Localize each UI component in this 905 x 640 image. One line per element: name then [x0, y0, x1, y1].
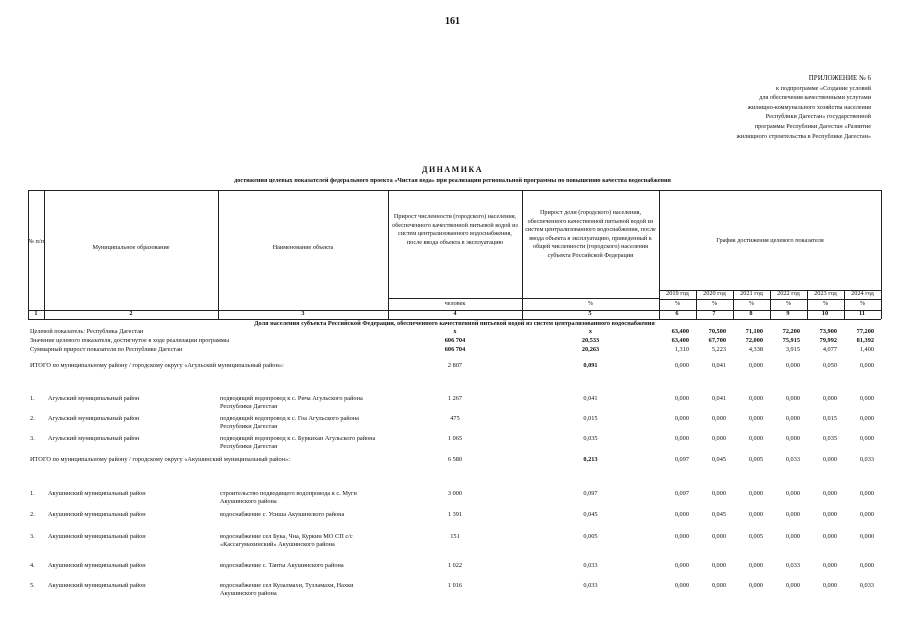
year-value-cell: 0,000 — [822, 562, 837, 569]
year-value-cell: 0,000 — [785, 533, 800, 540]
row-number: 2. — [30, 415, 35, 422]
year-value-cell: 0,000 — [748, 415, 763, 422]
year-value-cell: 0,000 — [674, 511, 689, 518]
year-value-cell: 0,000 — [859, 362, 874, 369]
row-share: 0,097 — [583, 490, 598, 497]
appendix-line: Республики Дагестан» государственной — [765, 113, 871, 121]
year-value-cell: 0,000 — [785, 490, 800, 497]
summary-people: 606 704 — [444, 346, 466, 353]
year-value-cell: 0,000 — [859, 511, 874, 518]
group-total-share: 0,213 — [583, 456, 598, 463]
appendix-title: ПРИЛОЖЕНИЕ № 6 — [808, 74, 871, 82]
appendix-block — [681, 74, 871, 141]
row-share: 0,033 — [583, 582, 598, 589]
appendix-line: к подпрограмме «Создание условий — [776, 84, 871, 92]
row-people: 1 022 — [447, 562, 463, 569]
year-value-cell: 0,000 — [674, 395, 689, 402]
year-value-cell: 0,000 — [748, 362, 763, 369]
year-unit: % — [748, 300, 755, 307]
year-value-cell: 72,000 — [745, 337, 763, 344]
row-number: 1. — [30, 395, 35, 402]
year-value-cell: 0,005 — [748, 533, 763, 540]
summary-label: Суммарный прирост показателя по Республике Дагестан — [30, 346, 183, 353]
table-unit-rule — [522, 298, 659, 299]
year-value-cell: 0,000 — [711, 582, 726, 589]
year-value-cell: 0,045 — [711, 456, 726, 463]
column-number: 8 — [749, 310, 753, 317]
year-value-cell: 70,500 — [708, 328, 726, 335]
year-value-cell: 0,000 — [711, 415, 726, 422]
year-value-cell: 75,915 — [782, 337, 800, 344]
appendix-line: жилищно-коммунального хозяйства населения — [747, 103, 871, 111]
row-number: 2. — [30, 511, 35, 518]
year-value-cell: 4,338 — [748, 346, 763, 353]
group-total-people: 6 580 — [447, 456, 463, 463]
row-number: 4. — [30, 562, 35, 569]
header-growth-share: Прирост доли (городского) населения, обеспеченного качественной питьевой водой из систем централизованного водоснабжения, после ввода объекта в эксплуатацию, приведенный к общей численности (городского) населения субъекта Российской Федерации — [525, 209, 656, 259]
year-unit: % — [711, 300, 718, 307]
row-municipality: Акушинский муниципальный район — [48, 511, 146, 518]
row-people: 1 391 — [447, 511, 463, 518]
column-number: 9 — [786, 310, 790, 317]
table-border-top — [28, 190, 881, 191]
year-value-cell: 0,000 — [748, 395, 763, 402]
row-share: 0,035 — [583, 435, 598, 442]
row-object-name: подводящий водопровод к с. Буркихан Агульского района Республики Дагестан — [220, 435, 376, 451]
year-unit: % — [859, 300, 866, 307]
summary-share: 20,263 — [581, 346, 600, 353]
year-value-cell: 0,000 — [711, 562, 726, 569]
summary-label: Целевой показатель: Республика Дагестан — [30, 328, 144, 335]
row-municipality: Агульский муниципальный район — [48, 415, 140, 422]
row-object-name: подводящий водопровод к с. Рича Агульского района Республики Дагестан — [220, 395, 363, 411]
year-header: 2024 год — [851, 290, 874, 297]
year-value-cell: 0,097 — [674, 456, 689, 463]
row-share: 0,015 — [583, 415, 598, 422]
year-value-cell: 0,000 — [822, 490, 837, 497]
year-header: 2021 год — [740, 290, 763, 297]
group-total-share: 0,091 — [583, 362, 598, 369]
year-unit: % — [822, 300, 829, 307]
year-value-cell: 77,200 — [856, 328, 874, 335]
year-value-cell: 67,700 — [708, 337, 726, 344]
row-people: 1 016 — [447, 582, 463, 589]
row-object-name: водоснабжение сел Кулалмахи, Тузламахи, Нахки Акушинского района — [220, 582, 354, 598]
table-col-divider — [44, 190, 45, 319]
summary-label: Значение целевого показателя, достигнутое в ходе реализации программы — [30, 337, 230, 344]
year-value-cell: 0,015 — [822, 415, 837, 422]
header-unit-people: человек — [444, 300, 466, 307]
row-people: 151 — [450, 533, 460, 540]
year-value-cell: 0,033 — [785, 562, 800, 569]
year-value-cell: 0,000 — [859, 562, 874, 569]
year-header: 2023 год — [814, 290, 837, 297]
row-object-name: водоснабжение с. Усиша Акушинского района — [220, 511, 345, 518]
row-municipality: Агульский муниципальный район — [48, 395, 140, 402]
row-people: 1 065 — [447, 435, 463, 442]
year-value-cell: 0,050 — [822, 362, 837, 369]
column-number: 7 — [712, 310, 716, 317]
group-total-label: ИТОГО по муниципальному району / городскому округу «Акушинский муниципальный район»: — [30, 456, 290, 463]
row-number: 3. — [30, 435, 35, 442]
year-value-cell: 1,310 — [674, 346, 689, 353]
year-value-cell: 0,000 — [859, 490, 874, 497]
year-value-cell: 0,000 — [748, 490, 763, 497]
year-value-cell: 0,005 — [748, 456, 763, 463]
year-value-cell: 0,097 — [674, 490, 689, 497]
column-number: 10 — [821, 310, 829, 317]
table-col-divider — [28, 190, 29, 319]
year-value-cell: 0,000 — [674, 435, 689, 442]
year-value-cell: 0,000 — [674, 362, 689, 369]
year-value-cell: 63,400 — [671, 328, 689, 335]
row-number: 1. — [30, 490, 35, 497]
row-municipality: Акушинский муниципальный район — [48, 490, 146, 497]
row-object-name: строительство подводящего водопровода к с. Мугн Акушинского района — [220, 490, 357, 506]
year-value-cell: 0,000 — [859, 533, 874, 540]
year-header: 2019 год — [666, 290, 689, 297]
column-number: 3 — [301, 310, 305, 317]
year-value-cell: 0,035 — [822, 435, 837, 442]
header-municipality: Муниципальное образование — [92, 244, 170, 251]
column-number: 6 — [675, 310, 679, 317]
year-value-cell: 79,992 — [819, 337, 837, 344]
year-value-cell: 0,041 — [711, 395, 726, 402]
section-title: Доля населения субъекта Российской Федерации, обеспеченного качественной питьевой водой из систем централизованного водоснабжения — [254, 320, 655, 327]
document-subtitle: достижения целевых показателей федерального проекта «Чистая вода» при реализации региональной программы по повышению качества водоснабжения — [234, 177, 671, 184]
year-value-cell: 0,000 — [822, 395, 837, 402]
year-value-cell: 81,392 — [856, 337, 874, 344]
year-value-cell: 1,400 — [859, 346, 874, 353]
column-number: 11 — [859, 310, 865, 317]
year-value-cell: 0,000 — [822, 511, 837, 518]
row-municipality: Акушинский муниципальный район — [48, 562, 146, 569]
year-value-cell: 0,000 — [748, 562, 763, 569]
year-value-cell: 71,100 — [745, 328, 763, 335]
appendix-line: жилищного строительства в Республике Дагестан» — [736, 132, 871, 140]
year-value-cell: 4,077 — [822, 346, 837, 353]
table-unit-rule — [388, 298, 522, 299]
group-total-people: 2 807 — [447, 362, 463, 369]
year-value-cell: 5,223 — [711, 346, 726, 353]
row-number: 3. — [30, 533, 35, 540]
row-object-name: водоснабжение сел Бука, Чна, Куркин МО СП с/с «Кассагумахинский» Акушинского района — [220, 533, 353, 549]
year-value-cell: 0,000 — [785, 415, 800, 422]
year-value-cell: 0,000 — [674, 582, 689, 589]
year-value-cell: 0,000 — [859, 415, 874, 422]
year-value-cell: 0,000 — [785, 395, 800, 402]
year-value-cell: 0,000 — [748, 511, 763, 518]
header-object-name: Наименование объекта — [272, 244, 334, 251]
year-value-cell: 0,000 — [785, 582, 800, 589]
row-share: 0,041 — [583, 395, 598, 402]
year-value-cell: 0,000 — [711, 533, 726, 540]
row-municipality: Акушинский муниципальный район — [48, 533, 146, 540]
header-growth-count: Прирост численности (городского) населения, обеспеченного качественной питьевой водой из систем централизованного водоснабжения, после ввода объекта в эксплуатацию — [392, 213, 518, 246]
row-municipality: Акушинский муниципальный район — [48, 582, 146, 589]
column-number: 1 — [34, 310, 38, 317]
year-value-cell: 0,045 — [711, 511, 726, 518]
year-value-cell: 0,000 — [711, 435, 726, 442]
year-value-cell: 0,000 — [822, 456, 837, 463]
year-value-cell: 0,000 — [822, 533, 837, 540]
row-people: 475 — [450, 415, 460, 422]
summary-people: 606 704 — [444, 337, 466, 344]
year-header: 2020 год — [703, 290, 726, 297]
row-share: 0,033 — [583, 562, 598, 569]
document-title: ДИНАМИКА — [421, 165, 484, 174]
year-header: 2022 год — [777, 290, 800, 297]
row-object-name: водоснабжение с. Танты Акушинского района — [220, 562, 344, 569]
year-value-cell: 73,900 — [819, 328, 837, 335]
table-col-divider — [218, 190, 219, 319]
row-share: 0,005 — [583, 533, 598, 540]
year-value-cell: 0,000 — [748, 582, 763, 589]
year-value-cell: 0,000 — [674, 415, 689, 422]
header-schedule: График достижения целевого показателя — [716, 237, 824, 244]
column-number: 2 — [129, 310, 133, 317]
appendix-line: программы Республики Дагестан «Развитие — [754, 122, 871, 130]
column-number: 4 — [453, 310, 457, 317]
year-value-cell: 0,033 — [859, 456, 874, 463]
row-share: 0,045 — [583, 511, 598, 518]
year-value-cell: 0,000 — [674, 562, 689, 569]
header-num: № п/п — [28, 238, 44, 245]
row-people: 3 000 — [447, 490, 463, 497]
year-value-cell: 72,200 — [782, 328, 800, 335]
year-value-cell: 0,033 — [859, 582, 874, 589]
year-value-cell: 0,000 — [785, 362, 800, 369]
page-number: 161 — [445, 16, 460, 27]
year-value-cell: 63,400 — [671, 337, 689, 344]
row-object-name: подводящий водопровод к с. Гоа Агульского района Республики Дагестан — [220, 415, 359, 431]
year-value-cell: 0,000 — [748, 435, 763, 442]
summary-share: 20,533 — [581, 337, 600, 344]
year-value-cell: 3,915 — [785, 346, 800, 353]
row-municipality: Агульский муниципальный район — [48, 435, 140, 442]
year-value-cell: 0,000 — [822, 582, 837, 589]
header-unit-percent: % — [587, 300, 594, 307]
year-value-cell: 0,000 — [859, 395, 874, 402]
year-value-cell: 0,000 — [785, 511, 800, 518]
row-people: 1 267 — [447, 395, 463, 402]
appendix-line: для обеспечения качественными услугами — [759, 94, 871, 102]
year-unit: % — [674, 300, 681, 307]
column-number: 5 — [588, 310, 592, 317]
year-value-cell: 0,000 — [859, 435, 874, 442]
year-value-cell: 0,041 — [711, 362, 726, 369]
summary-people: х — [453, 328, 457, 335]
year-value-cell: 0,000 — [674, 533, 689, 540]
table-col-divider — [881, 190, 882, 319]
year-unit: % — [785, 300, 792, 307]
row-number: 5. — [30, 582, 35, 589]
year-value-cell: 0,000 — [785, 435, 800, 442]
year-value-cell: 0,000 — [711, 490, 726, 497]
group-total-label: ИТОГО по муниципальному району / городскому округу «Агульский муниципальный район»: — [30, 362, 284, 369]
summary-share: х — [588, 328, 593, 335]
year-value-cell: 0,033 — [785, 456, 800, 463]
